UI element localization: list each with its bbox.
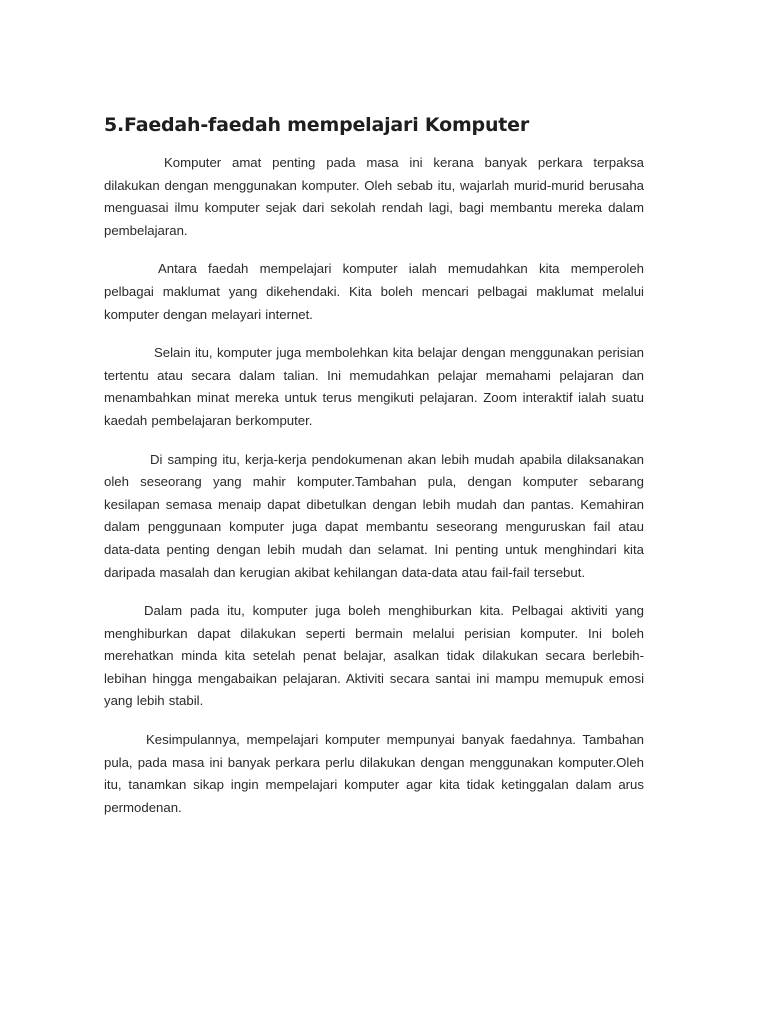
paragraph-information: Antara faedah mempelajari komputer ialah memudahkan kita memperoleh pelbagai maklumat yang dikehendaki. Kita boleh mencari pelbagai maklumat melalui komputer dengan melayari internet. bbox=[104, 261, 644, 322]
paragraph-documentation: Di samping itu, kerja-kerja pendokumenan akan lebih mudah apabila dilaksanakan oleh seseorang yang mahir komputer.Tambahan pula, dengan komputer sebarang kesilapan semasa menaip dapat dibetulkan dengan lebih mudah dan pantas. Kemahiran dalam penggunaan komputer juga dapat membantu seseorang menguruskan fail atau data-data penting dengan lebih mudah dan selamat. Ini penting untuk menghindari kita daripada masalah dan kerugian akibat kehilangan data-data atau fail-fail tersebut. bbox=[104, 451, 644, 580]
paragraph-learning: Selain itu, komputer juga membolehkan kita belajar dengan menggunakan perisian tertentu atau secara dalam talian. Ini memudahkan pelajar memahami pelajaran dan menambahkan minat mereka untuk terus mengikuti pelajaran. Zoom interaktif ialah suatu kaedah pembelajaran berkomputer. bbox=[104, 345, 644, 428]
paragraph-entertainment: Dalam pada itu, komputer juga boleh menghiburkan kita. Pelbagai aktiviti yang menghiburkan dapat dilakukan seperti bermain melalui perisian komputer. Ini boleh merehatkan minda kita setelah penat belajar, asalkan tidak dilakukan secara berlebih- lebihan hingga mengabaikan pelajaran. Aktiviti secara santai ini mampu memupuk emosi yang lebih stabil. bbox=[104, 603, 644, 709]
paragraph-conclusion: Kesimpulannya, mempelajari komputer mempunyai banyak faedahnya. Tambahan pula, pada masa ini banyak perkara perlu dilakukan dengan menggunakan komputer.Oleh itu, tanamkan sikap ingin mempelajari komputer agar kita tidak ketinggalan dalam arus permodenan. bbox=[104, 732, 644, 815]
document-page bbox=[104, 112, 644, 835]
paragraph-intro: Komputer amat penting pada masa ini kerana banyak perkara terpaksa dilakukan dengan menggunakan komputer. Oleh sebab itu, wajarlah murid-murid berusaha menguasai ilmu komputer sejak dari sekolah rendah lagi, bagi membantu mereka dalam pembelajaran. bbox=[104, 155, 644, 238]
document-title: 5.Faedah-faedah mempelajari Komputer bbox=[104, 114, 530, 136]
